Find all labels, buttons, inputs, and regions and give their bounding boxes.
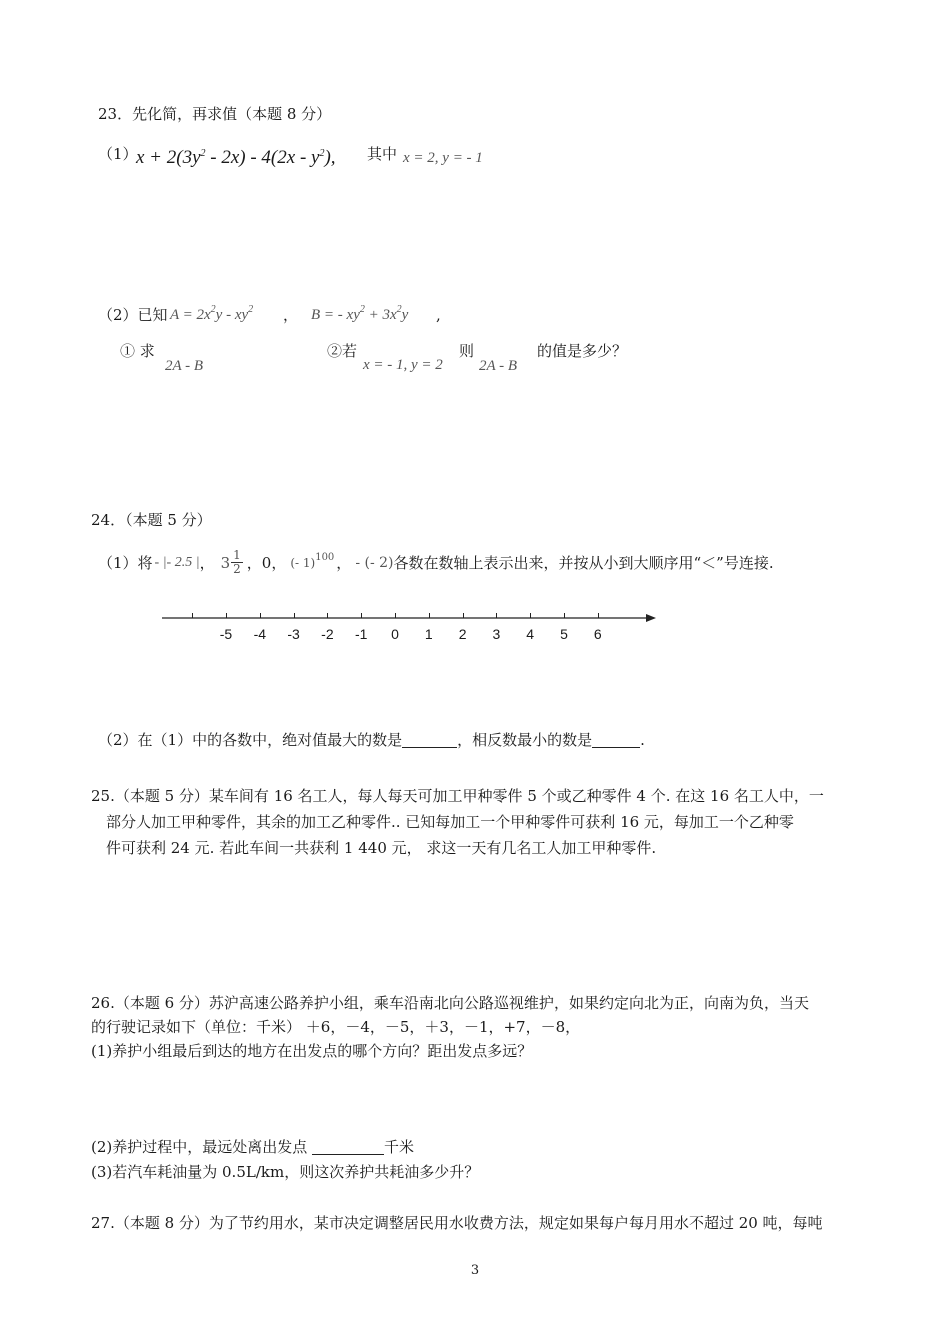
q23-sub1-expression: 2A - B — [165, 358, 204, 374]
number-line-tick-label: -5 — [219, 626, 233, 642]
q24-sep-3: ， — [336, 553, 352, 572]
q26-line-4 — [91, 1137, 414, 1157]
q24-part2-text-a: （2）在（1）中的各数中，绝对值最大的数是 — [98, 731, 403, 749]
q26-answer-blank[interactable] — [312, 1138, 384, 1155]
q23-separator: ， — [283, 306, 299, 324]
q23-part1-values: x = 2, y = - 1 — [403, 150, 483, 166]
number-line-tick-label: 1 — [424, 626, 433, 642]
number-line-tick-label: 3 — [492, 626, 501, 642]
number-line-tick-label: 6 — [593, 626, 602, 642]
q23-sub2-question: 的值是多少？ — [537, 342, 628, 360]
q26-line-2: 的行驶记录如下（单位：千米） ＋6，－4，－5，＋3，－1，+7，－8， — [91, 1018, 581, 1036]
q24-number-5: - (- 2) — [355, 554, 394, 571]
q23-title: 23．先化简，再求值（本题 8 分） — [98, 105, 332, 123]
number-line-tick — [429, 613, 430, 618]
q26-line-3: (1)养护小组最后到达的地方在出发点的哪个方向？距出发点多远？ — [91, 1042, 533, 1060]
q23-sub1-label: ① 求 — [120, 342, 155, 360]
number-line-tick — [598, 613, 599, 618]
number-line-tick — [564, 613, 565, 618]
q24-title: 24．（本题 5 分） — [91, 511, 212, 529]
q25-line-1: 25.（本题 5 分）某车间有 16 名工人，每人每天可加工甲种零件 5 个或乙种零件 4 个. 在这 16 名工人中，一 — [91, 787, 824, 805]
number-line-tick-label: 0 — [391, 626, 399, 642]
q23-part2-label: （2）已知 — [98, 306, 168, 324]
q24-number-2-fraction — [231, 549, 243, 576]
q24-part1-line — [98, 549, 774, 576]
q24-number-1: - |- 2.5 | — [154, 554, 200, 570]
q23-part1-where: 其中 — [367, 145, 398, 163]
q24-number-2-whole: 3 — [220, 553, 231, 572]
q24-sep-1: ， — [199, 553, 215, 572]
q26-line-1: 26.（本题 6 分）苏沪高速公路养护小组，乘车沿南北向公路巡视维护，如果约定向北为正，向南为负，当天 — [91, 994, 809, 1012]
number-line-axis-arrow — [160, 610, 660, 626]
q24-number-2-numerator: 1 — [233, 548, 241, 562]
q23-sub2-label: ②若 — [327, 342, 358, 360]
number-line-tick — [294, 613, 295, 618]
q24-number-2-denominator: 2 — [233, 562, 241, 576]
q23-expr-A: $A = 2x^2y - xy^2$ — [170, 304, 254, 323]
number-line-tick — [192, 613, 193, 618]
q25-line-3: 件可获利 24 元. 若此车间一共获利 1 440 元， 求这一天有几名工人加工甲种零件. — [106, 839, 657, 857]
number-line-tick — [260, 613, 261, 618]
q26-line-5: (3)若汽车耗油量为 0.5L/km，则这次养护共耗油多少升？ — [91, 1163, 480, 1181]
q23-sub2-then: 则 — [459, 342, 475, 360]
number-line-tick — [226, 613, 227, 618]
q24-answer-blank-1[interactable] — [402, 731, 457, 748]
number-line-tick — [496, 613, 497, 618]
number-line-tick-label: -1 — [354, 626, 368, 642]
q23-sub2-expression: 2A - B — [479, 358, 518, 374]
q24-part1-label: （1）将 — [98, 553, 153, 572]
q27-line-1: 27.（本题 8 分）为了节约用水，某市决定调整居民用水收费方法，规定如果每户每月用水不超过 20 吨，每吨 — [91, 1214, 823, 1232]
q25-line-2: 部分人加工甲种零件，其余的加工乙种零件.. 已知每加工一个甲种零件可获利 16 元，每加工一个乙种零 — [106, 813, 794, 831]
q24-part1-tail: 各数在数轴上表示出来，并按从小到大顺序用“＜”号连接. — [393, 553, 774, 572]
q24-sep-2: ，0， — [246, 553, 287, 572]
number-line-tick — [530, 613, 531, 618]
number-line-tick-label: 2 — [458, 626, 467, 642]
q24-part2-line — [98, 730, 645, 750]
number-line-tick-label: -3 — [287, 626, 300, 642]
number-line-tick-label: -2 — [321, 626, 334, 642]
q24-number-4: (- 1)$^{100}$ — [290, 551, 335, 570]
q26-line-4-text: (2)养护过程中，最远处离出发点 — [91, 1138, 313, 1156]
q23-part1-expression: $x + 2(3y^2 - 2x) - 4(2x - y^2)$, — [136, 147, 336, 168]
q23-part1-label: （1） — [98, 145, 138, 163]
number-line-tick-label: 5 — [560, 626, 568, 642]
q23-part2-end: , — [436, 306, 441, 324]
q24-answer-blank-2[interactable] — [592, 731, 640, 748]
number-line-tick-label: 4 — [526, 626, 535, 642]
q23-expr-B: B = - $xy^2 + 3x^2y$ — [311, 304, 409, 323]
number-line-tick — [327, 613, 328, 618]
number-line-tick-label: -4 — [253, 626, 267, 642]
q24-part2-text-b: ，相反数最小的数是 — [457, 731, 593, 749]
q23-sub2-values: x = - 1, y = 2 — [363, 357, 443, 373]
number-line-tick — [463, 613, 464, 618]
page-number: 3 — [470, 1263, 480, 1278]
q26-line-4-unit: 千米 — [384, 1138, 415, 1156]
q24-part2-text-c: . — [640, 731, 645, 749]
number-line-tick — [361, 613, 362, 618]
number-line-tick — [395, 613, 396, 618]
